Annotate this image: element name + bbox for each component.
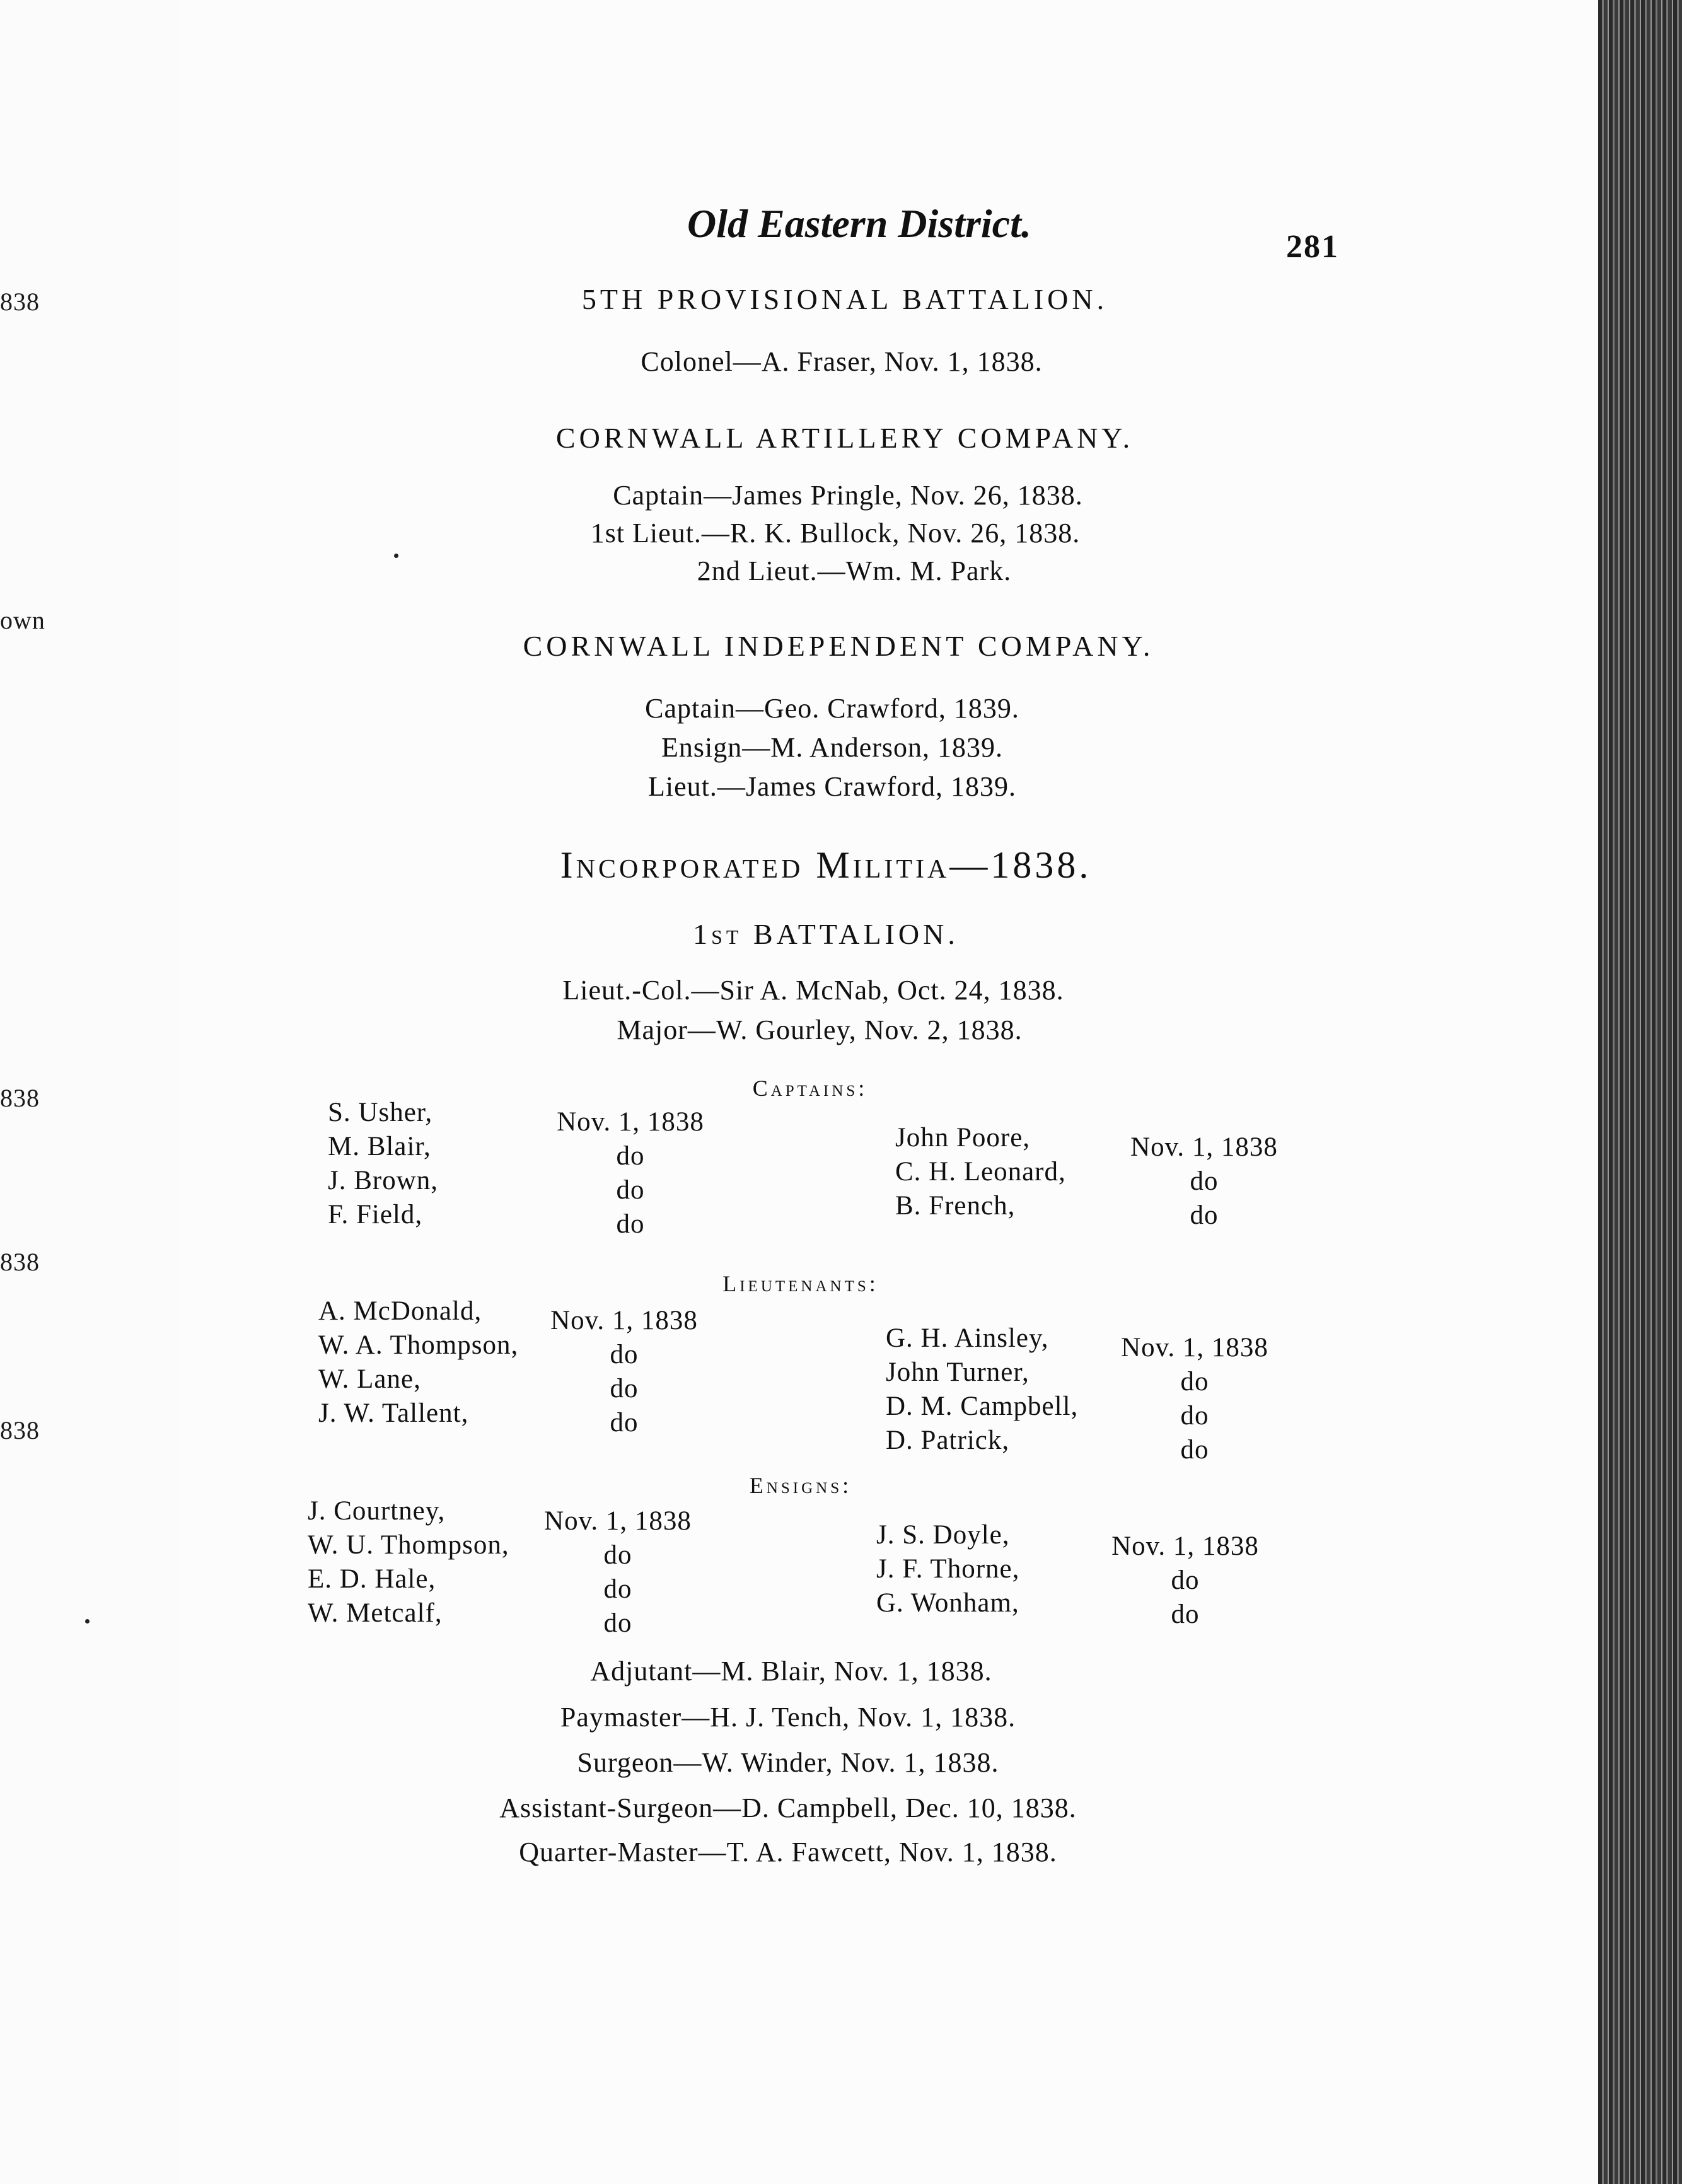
staff-line: Adjutant—M. Blair, Nov. 1, 1838. (590, 1656, 992, 1687)
commission-date: do (616, 1141, 645, 1171)
officer-name: G. Wonham, (876, 1588, 1019, 1618)
commission-date: Nov. 1, 1838 (550, 1306, 698, 1335)
officer-name: J. Brown, (328, 1166, 439, 1195)
commission-date: do (616, 1209, 645, 1239)
facing-page (0, 0, 197, 2184)
staff-line: Paymaster—H. J. Tench, Nov. 1, 1838. (560, 1702, 1016, 1733)
commission-date: Nov. 1, 1838 (557, 1107, 704, 1137)
running-head: Old Eastern District. (687, 201, 1031, 246)
officer-name: W. A. Thompson, (318, 1330, 519, 1360)
commission-date: do (610, 1374, 639, 1403)
officer-name: J. Courtney, (308, 1496, 446, 1526)
section-heading: CORNWALL ARTILLERY COMPANY. (555, 422, 1134, 454)
rank-heading: Captains: (752, 1076, 868, 1101)
officer-line: Lieut.—James Crawford, 1839. (648, 771, 1016, 802)
commission-date: do (1190, 1166, 1219, 1196)
page-number: 281 (1286, 229, 1339, 265)
officer-name: J. W. Tallent, (318, 1398, 469, 1428)
officer-name: D. Patrick, (886, 1426, 1010, 1455)
officer-name: M. Blair, (328, 1132, 431, 1161)
staff-line: Quarter-Master—T. A. Fawcett, Nov. 1, 1838. (519, 1837, 1057, 1867)
officer-line: Captain—James Pringle, Nov. 26, 1838. (613, 480, 1083, 511)
commission-date: do (603, 1540, 632, 1570)
commission-date: do (603, 1608, 632, 1638)
facing-page-fragment: 838 (0, 288, 40, 316)
officer-name: S. Usher, (328, 1098, 433, 1127)
officer-name: D. M. Campbell, (886, 1391, 1079, 1421)
commission-date: do (603, 1574, 632, 1604)
section-heading: CORNWALL INDEPENDENT COMPANY. (523, 630, 1154, 662)
section-heading: Incorporated Militia—1838. (560, 844, 1092, 886)
officer-name: John Poore, (895, 1123, 1031, 1153)
commission-date: do (1171, 1600, 1200, 1629)
officer-name: A. McDonald, (318, 1296, 482, 1326)
ink-speck (394, 554, 398, 558)
commission-date: Nov. 1, 1838 (544, 1506, 692, 1536)
facing-page-fragment: 838 (0, 1248, 40, 1276)
rank-heading: Lieutenants: (722, 1271, 879, 1296)
staff-line: Assistant-Surgeon—D. Campbell, Dec. 10, 1838. (499, 1792, 1077, 1823)
officer-name: J. S. Doyle, (876, 1520, 1010, 1550)
commission-date: do (1171, 1565, 1200, 1595)
officer-name: G. H. Ainsley, (886, 1323, 1049, 1353)
commission-date: Nov. 1, 1838 (1121, 1333, 1268, 1362)
officer-name: J. F. Thorne, (876, 1554, 1020, 1584)
officer-line: Captain—Geo. Crawford, 1839. (645, 693, 1019, 724)
officer-line: 2nd Lieut.—Wm. M. Park. (697, 555, 1012, 586)
commission-date: do (1180, 1401, 1209, 1431)
officer-line: Lieut.-Col.—Sir A. McNab, Oct. 24, 1838. (562, 975, 1064, 1006)
section-heading: 5TH PROVISIONAL BATTALION. (581, 283, 1108, 315)
commission-date: do (1180, 1367, 1209, 1397)
officer-name: E. D. Hale, (308, 1564, 436, 1594)
facing-page-fragment: 838 (0, 1084, 40, 1112)
commission-date: do (1180, 1435, 1209, 1465)
facing-page-fragment: 838 (0, 1416, 40, 1444)
commission-date: Nov. 1, 1838 (1111, 1531, 1259, 1561)
page-edges (1598, 0, 1682, 2184)
staff-line: Surgeon—W. Winder, Nov. 1, 1838. (577, 1747, 999, 1778)
ink-speck (85, 1619, 90, 1623)
rank-heading: Ensigns: (749, 1473, 852, 1498)
officer-name: John Turner, (886, 1357, 1030, 1387)
officer-name: F. Field, (328, 1200, 423, 1229)
officer-line: Major—W. Gourley, Nov. 2, 1838. (617, 1014, 1023, 1045)
facing-page-fragment: own (0, 606, 45, 634)
battalion-heading: 1st BATTALION. (693, 918, 959, 950)
officer-name: B. French, (895, 1191, 1016, 1221)
officer-name: W. Lane, (318, 1364, 421, 1394)
commission-date: do (610, 1340, 639, 1369)
commission-date: do (610, 1408, 639, 1438)
officer-line: 1st Lieut.—R. K. Bullock, Nov. 26, 1838. (590, 518, 1081, 549)
commission-date: Nov. 1, 1838 (1130, 1132, 1278, 1162)
commission-date: do (616, 1175, 645, 1205)
officer-line: Ensign—M. Anderson, 1839. (661, 732, 1003, 763)
officer-line: Colonel—A. Fraser, Nov. 1, 1838. (641, 346, 1043, 377)
officer-name: W. Metcalf, (308, 1598, 443, 1628)
officer-name: C. H. Leonard, (895, 1157, 1066, 1187)
officer-name: W. U. Thompson, (308, 1530, 509, 1560)
commission-date: do (1190, 1200, 1219, 1230)
